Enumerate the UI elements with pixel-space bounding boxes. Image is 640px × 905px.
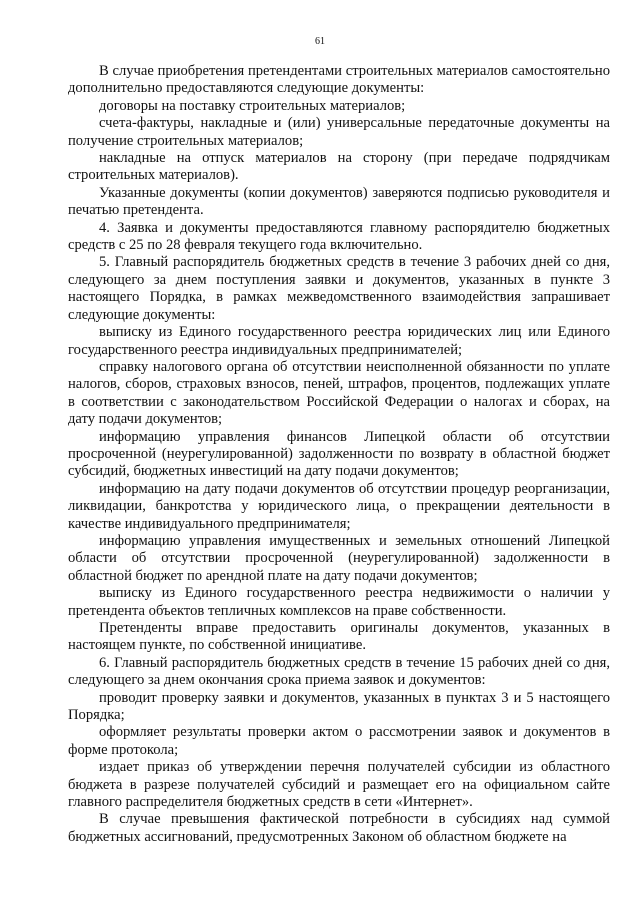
paragraph: информацию управления имущественных и земельных отношений Липецкой области об отсутствии просроченной (неурегулированной) задолженности в областной бюджет по арендной плате на дату подачи документов; bbox=[68, 532, 610, 584]
page-number: 61 bbox=[315, 36, 325, 47]
paragraph: Претенденты вправе предоставить оригиналы документов, указанных в настоящем пункте, по собственной инициативе. bbox=[68, 620, 610, 654]
paragraph: выписку из Единого государственного реестра недвижимости о наличии у претендента объектов тепличных комплексов на праве собственности. bbox=[68, 585, 610, 619]
paragraph: В случае приобретения претендентами строительных материалов самостоятельно дополнительно предоставляются следующие документы: bbox=[68, 63, 610, 97]
paragraph: информацию на дату подачи документов об отсутствии процедур реорганизации, ликвидации, банкротства у юридического лица, о прекращении деятельности в качестве индивидуального предпринимателя; bbox=[68, 480, 610, 532]
paragraph: справку налогового органа об отсутствии неисполненной обязанности по уплате налогов, сборов, страховых взносов, пеней, штрафов, процентов, подлежащих уплате в соответствии с законодательством Российской Федерации о налогах и сборах, на дату подачи документов; bbox=[68, 358, 610, 428]
paragraph: Указанные документы (копии документов) заверяются подписью руководителя и печатью претендента. bbox=[68, 184, 610, 219]
paragraph: договоры на поставку строительных материалов; bbox=[99, 97, 406, 114]
paragraph: выписку из Единого государственного реестра юридических лиц или Единого государственного реестра индивидуальных предпринимателей; bbox=[68, 324, 610, 358]
paragraph: 5. Главный распорядитель бюджетных средств в течение 3 рабочих дней со дня, следующего за днем поступления заявки и документов, указанных в пункте 3 настоящего Порядка, в рамках межведомственного взаимодействия запрашивает следующие документы: bbox=[68, 254, 610, 323]
paragraph: 4. Заявка и документы предоставляются главному распорядителю бюджетных средств с 25 по 28 февраля текущего года включительно. bbox=[68, 219, 610, 254]
paragraph: 6. Главный распорядитель бюджетных средств в течение 15 рабочих дней со дня, следующего за днем окончания срока приема заявок и документов: bbox=[68, 654, 610, 689]
paragraph: оформляет результаты проверки актом о рассмотрении заявок и документов в форме протокола; bbox=[68, 724, 610, 758]
paragraph: проводит проверку заявки и документов, указанных в пунктах 3 и 5 настоящего Порядка; bbox=[68, 689, 610, 724]
paragraph: В случае превышения фактической потребности в субсидиях над суммой бюджетных ассигнований, предусмотренных Законом об областном бюджете на bbox=[68, 811, 610, 845]
paragraph: издает приказ об утверждении перечня получателей субсидии из областного бюджета в разрезе получателей субсидий и размещает его на официальном сайте главного распределителя бюджетных средств в сети «Интернет». bbox=[68, 759, 610, 811]
document-body bbox=[68, 63, 610, 846]
paragraph: счета-фактуры, накладные и (или) универсальные передаточные документы на получение строительных материалов; bbox=[68, 115, 610, 149]
paragraph: накладные на отпуск материалов на сторону (при передаче подрядчикам строительных материалов). bbox=[68, 150, 610, 184]
paragraph: информацию управления финансов Липецкой области об отсутствии просроченной (неурегулированной) задолженности по возврату в областной бюджет субсидий, бюджетных инвестиций на дату подачи документов; bbox=[68, 428, 610, 480]
